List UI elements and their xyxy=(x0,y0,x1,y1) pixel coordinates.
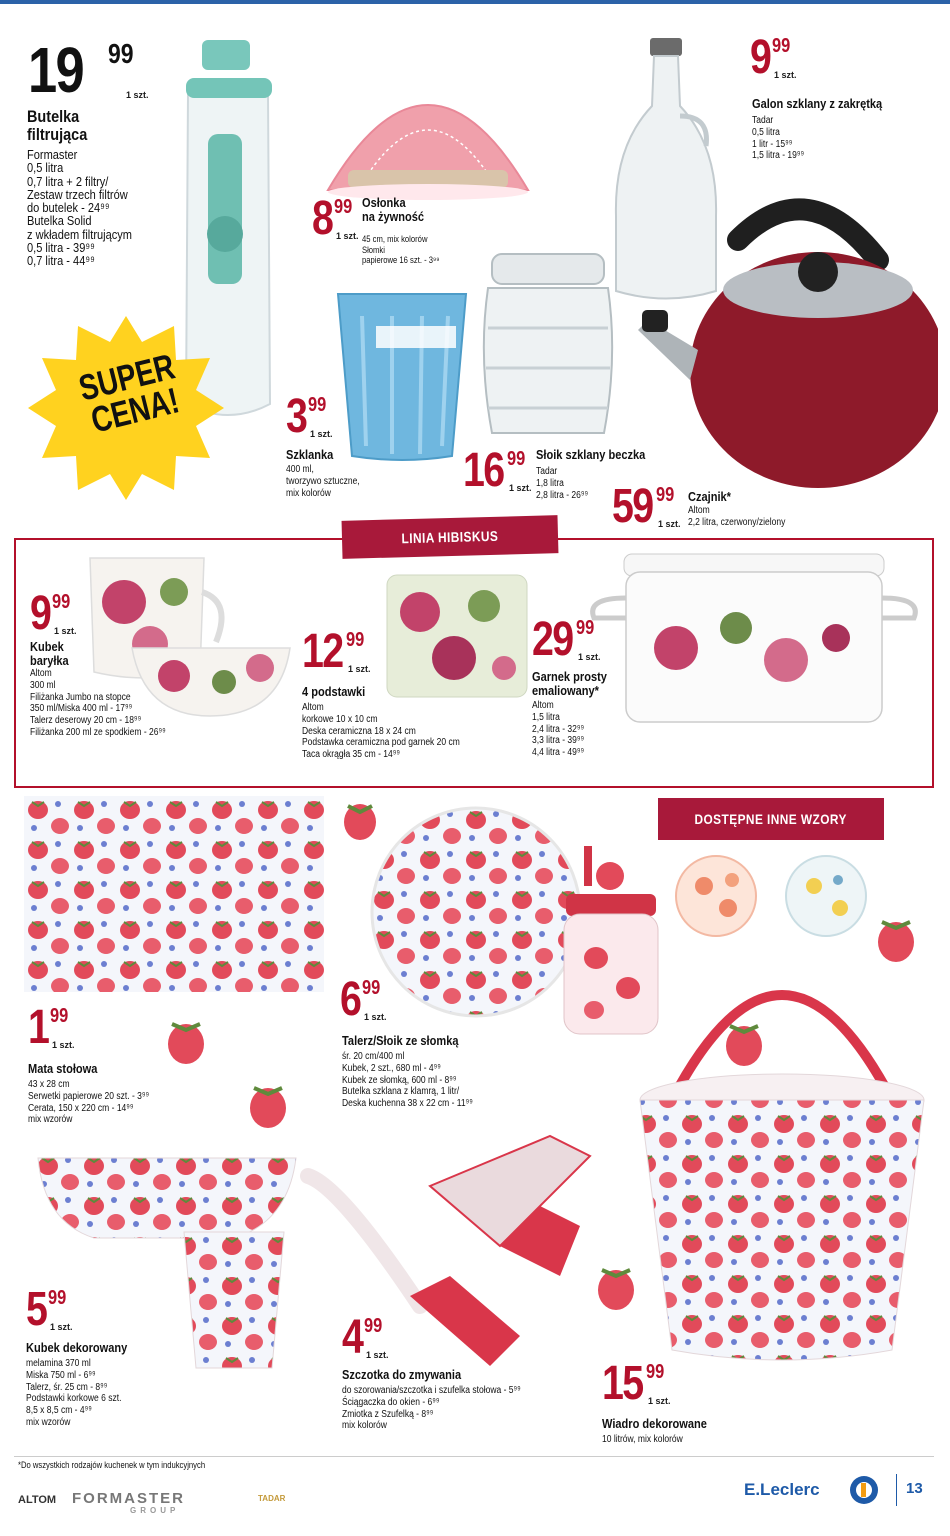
desc-brush: do szorowania/szczotka i szufelka stołowa - 5⁹⁹ Ściągaczka do okien - 6⁹⁹ Zmiotka z Szufelką - 8⁹⁹ mix kolorów xyxy=(342,1385,521,1432)
price-plate: 6 99 1 szt. xyxy=(340,973,387,1026)
desc-bottle: Formaster 0,5 litra 0,7 litra + 2 filtry/ Zestaw trzech filtrów do butelek - 24⁹⁹ Butelka Solid z wkładem filtrującym 0,5 litra - 39⁹⁹ 0,7 litra - 44⁹⁹ xyxy=(27,147,133,268)
desc-mat: 43 x 28 cm Serwetki papierowe 20 szt. - 3⁹⁹ Cerata, 150 x 220 cm - 14⁹⁹ mix wzorów xyxy=(28,1079,150,1126)
title-pot: Garnek prosty emaliowany* xyxy=(532,669,607,698)
other-patterns-plates xyxy=(674,852,874,942)
brand-altom: ALTOM xyxy=(18,1494,57,1506)
brand-formaster-sub: GROUP xyxy=(130,1506,180,1515)
food-cover-image xyxy=(318,40,538,210)
strawberry-decoration xyxy=(164,1016,208,1066)
hibiskus-coasters-image xyxy=(384,572,530,700)
price-mug: 9 99 1 szt. xyxy=(30,587,77,640)
title-glass: Szklanka xyxy=(286,447,334,462)
price-pot: 29 99 1 szt. xyxy=(532,613,601,666)
strawberry-decoration xyxy=(874,914,918,964)
title-bottle: Butelka filtrująca xyxy=(27,107,88,144)
title-coasters: 4 podstawki xyxy=(302,684,366,699)
footer-divider xyxy=(14,1456,934,1457)
other-patterns-ribbon: DOSTĘPNE INNE WZORY xyxy=(658,798,884,840)
hibiskus-pot-image xyxy=(586,548,922,728)
strawberry-decoration xyxy=(594,1262,638,1312)
strawberry-mat-image xyxy=(24,796,324,992)
title-cup: Kubek dekorowany xyxy=(26,1340,128,1355)
price-mat: 1 99 1 szt. xyxy=(28,1001,75,1054)
title-bucket: Wiadro dekorowane xyxy=(602,1416,707,1431)
blue-glass-image xyxy=(332,286,472,466)
desc-coasters: Altom korkowe 10 x 10 cm Deska ceramiczna 18 x 24 cm Podstawka ceramiczna pod garnek 20 cm Taca okrągła 35 cm - 14⁹⁹ xyxy=(302,702,460,761)
strawberry-decoration xyxy=(722,1018,766,1068)
footer-note: *Do wszystkich rodzajów kuchenek w tym indukcyjnych xyxy=(18,1460,206,1470)
strawberry-bucket-image xyxy=(632,950,932,1370)
top-rule xyxy=(0,0,950,4)
price-bottle: 19 99 1 szt. xyxy=(28,34,149,106)
price-coasters: 12 99 1 szt. xyxy=(302,625,371,678)
title-glass-bottle: Galon szklany z zakrętką xyxy=(752,96,883,111)
title-kettle: Czajnik* xyxy=(688,489,731,504)
title-mug: Kubek baryłka xyxy=(30,639,69,668)
strawberry-bowl-cup-image xyxy=(34,1152,304,1372)
price-brush: 4 99 1 szt. xyxy=(342,1311,389,1364)
price-glass-bottle: 9 99 1 szt. xyxy=(750,31,797,84)
title-brush: Szczotka do zmywania xyxy=(342,1367,462,1382)
price-food-cover: 8 99 1 szt. xyxy=(312,192,359,245)
desc-bucket: 10 litrów, mix kolorów xyxy=(602,1434,683,1445)
desc-food-cover: 45 cm, mix kolorów Słomki papierowe 16 szt. - 3⁹⁹ xyxy=(362,234,440,266)
brand-tadar: TADAR xyxy=(258,1494,286,1503)
desc-jar: Tadar 1,8 litra 2,8 litra - 26⁹⁹ xyxy=(536,466,589,501)
strawberry-plate-image xyxy=(370,806,582,1018)
strawberry-decoration xyxy=(246,1080,290,1130)
kettle-image xyxy=(628,180,938,500)
eleclerc-logo: E.Leclerc xyxy=(744,1480,820,1499)
title-plate: Talerz/Słoik ze słomką xyxy=(342,1033,459,1048)
page-number: 13 xyxy=(906,1480,923,1497)
desc-mug: Altom 300 ml Filiżanka Jumbo na stopce 350 ml/Miska 400 ml - 17⁹⁹ Talerz deserowy 20 cm - 18⁹⁹ Filiżanka 200 ml ze spodkiem - 26⁹⁹ xyxy=(30,668,166,738)
price-jar: 16 99 1 szt. xyxy=(463,444,532,497)
super-cena-text: SUPER CENA! xyxy=(74,345,184,441)
title-jar: Słoik szklany beczka xyxy=(536,447,646,462)
desc-pot: Altom 1,5 litra 2,4 litra - 32⁹⁹ 3,3 litra - 39⁹⁹ 4,4 litra - 49⁹⁹ xyxy=(532,700,585,759)
price-cup: 5 99 1 szt. xyxy=(26,1283,73,1336)
desc-kettle: Altom 2,2 litra, czerwony/zielony xyxy=(688,505,786,528)
glass-jar-image xyxy=(478,248,618,443)
desc-cup: melamina 370 ml Miska 750 ml - 6⁹⁹ Talerz, śr. 25 cm - 8⁹⁹ Podstawki korkowe 6 szt. 8,5 x 8,5 cm - 4⁹⁹ mix wzorów xyxy=(26,1358,122,1428)
hibiskus-ribbon: LINIA HIBISKUS xyxy=(342,515,559,559)
title-food-cover: Osłonka na żywność xyxy=(362,195,425,224)
desc-glass: 400 ml, tworzywo sztuczne, mix kolorów xyxy=(286,464,360,499)
price-glass: 3 99 1 szt. xyxy=(286,390,333,443)
eleclerc-emblem-icon xyxy=(848,1474,880,1506)
desc-plate: śr. 20 cm/400 ml Kubek, 2 szt., 680 ml - 4⁹⁹ Kubek ze słomką, 600 ml - 8⁹⁹ Butelka szklana z klamrą, 1 litr/ Deska kuchenna 38 x 22 cm - 11⁹⁹ xyxy=(342,1051,473,1110)
title-mat: Mata stołowa xyxy=(28,1061,98,1076)
price-bucket: 15 99 1 szt. xyxy=(602,1357,671,1410)
page-number-divider xyxy=(896,1474,897,1506)
strawberry-decoration xyxy=(340,798,380,842)
price-kettle: 59 99 1 szt. xyxy=(612,480,681,533)
desc-glass-bottle: Tadar 0,5 litra 1 litr - 15⁹⁹ 1,5 litra - 19⁹⁹ xyxy=(752,115,805,162)
brand-formaster: FORMASTER xyxy=(72,1490,185,1507)
